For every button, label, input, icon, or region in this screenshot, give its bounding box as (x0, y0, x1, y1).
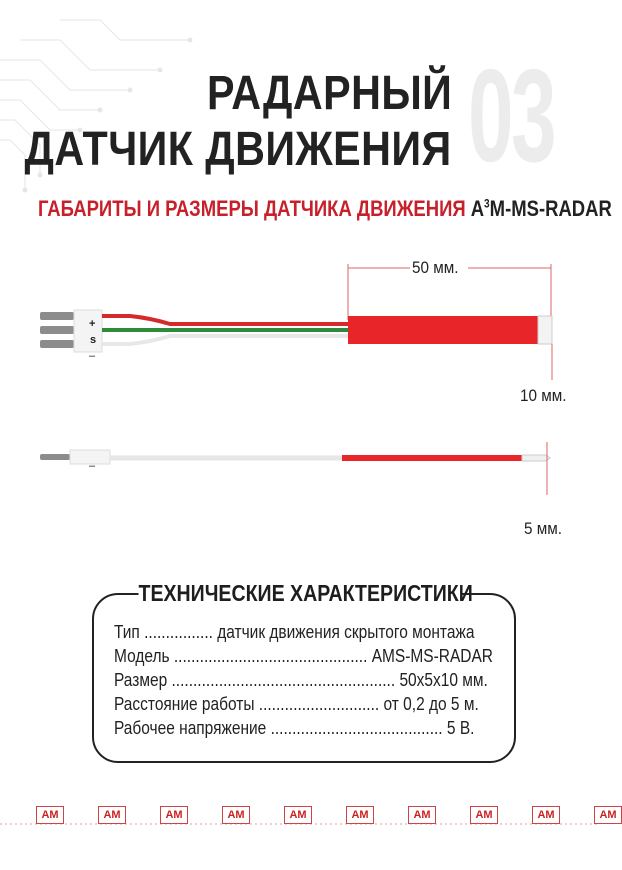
am-logo-icon: AM (160, 806, 188, 824)
side-pin-label-minus: – (89, 460, 96, 472)
dimension-thickness: 5 мм. (524, 519, 563, 538)
dimension-width: 10 мм. (520, 386, 567, 405)
page-title-line-2: ДАТЧИК ДВИЖЕНИЯ (24, 123, 452, 176)
am-logo-icon: AM (470, 806, 498, 824)
am-logo-icon: AM (98, 806, 126, 824)
footer-logo-strip (0, 806, 617, 836)
pin-label-s: s (90, 334, 97, 346)
sensor-body-side (342, 455, 522, 461)
page-title-line-1: РАДАРНЫЙ (206, 67, 452, 120)
wire-red (102, 316, 348, 324)
pin-minus (40, 340, 74, 348)
sensor-body (348, 316, 538, 344)
am-logo-icon: AM (222, 806, 250, 824)
page-number: 03 (468, 42, 555, 189)
dimension-length: 50 мм. (412, 258, 459, 277)
model-name: $A^3M-MS$-RADAR (470, 196, 612, 221)
spec-row-voltage: Рабочее напряжение ........................................ 5 В. (114, 718, 475, 738)
pin-label-plus: + (89, 318, 96, 330)
specs-title: ТЕХНИЧЕСКИЕ ХАРАКТЕРИСТИКИ (138, 580, 473, 606)
spec-row-range: Расстояние работы ............................ от 0,2 до 5 м. (114, 694, 479, 714)
pin-label-minus: – (89, 350, 96, 362)
sensor-dimension-drawing (0, 250, 600, 550)
am-logo-icon: AM (346, 806, 374, 824)
am-logo-icon: AM (36, 806, 64, 824)
subtitle-text: ГАБАРИТЫ И РАЗМЕРЫ ДАТЧИКА ДВИЖЕНИЯ (38, 196, 466, 221)
spec-row-type: Тип ................ датчик движения скрытого монтажа (114, 622, 475, 642)
am-logo-icon: AM (284, 806, 312, 824)
am-logo-icon: AM (532, 806, 560, 824)
pin-s (40, 326, 74, 334)
spec-row-size: Размер .................................................... 50x5x10 мм. (114, 670, 488, 690)
wire-white (102, 336, 348, 344)
am-logo-icon: AM (594, 806, 622, 824)
spec-row-model: Модель ............................................. AMS-MS-RADAR (114, 646, 493, 666)
top-view (40, 264, 552, 380)
pin-plus (40, 312, 74, 320)
page-subtitle (38, 196, 612, 222)
side-view (40, 442, 550, 495)
am-logo-icon: AM (408, 806, 436, 824)
